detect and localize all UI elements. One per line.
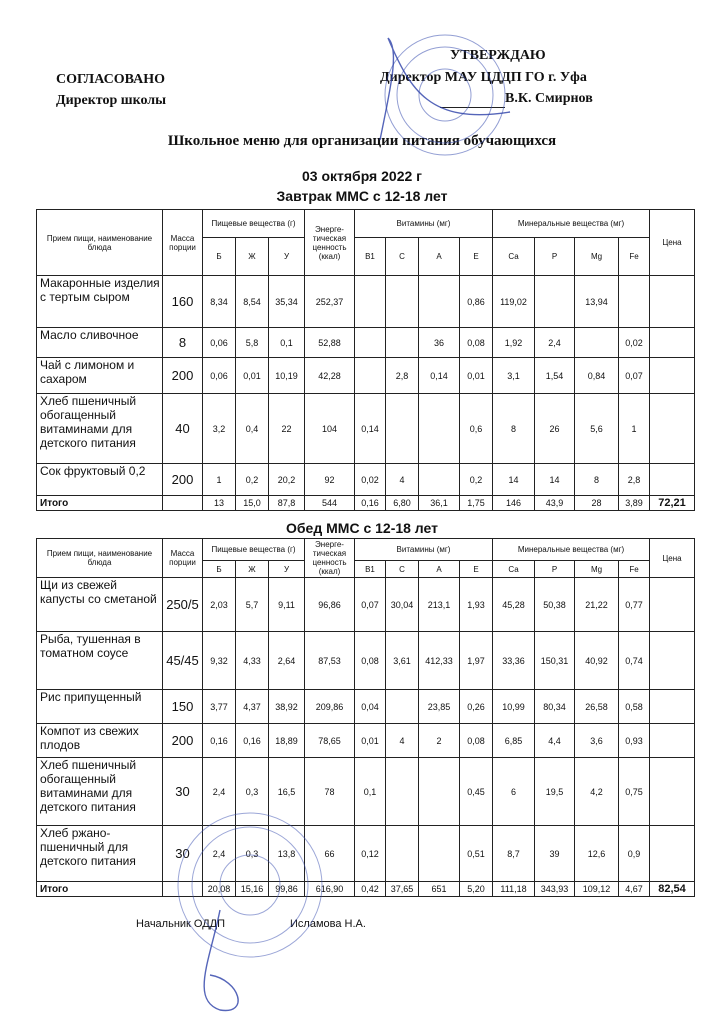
cell-energy: 209,86: [305, 690, 355, 724]
dish-name: Масло сливочное: [37, 328, 163, 358]
cell-c: [386, 758, 419, 826]
cell-u: 18,89: [269, 724, 305, 758]
table-row: [37, 690, 695, 724]
header-e: Е: [460, 561, 493, 578]
cell-b: 2,4: [203, 758, 236, 826]
approval-right-subtitle: Директор МАУ ЦДДП ГО г. Уфа: [380, 70, 587, 85]
table-row: [37, 464, 695, 496]
cell-fe: 0,75: [619, 758, 650, 826]
cell-fe: 2,8: [619, 464, 650, 496]
cell-a: [419, 758, 460, 826]
cell-e: 1,93: [460, 578, 493, 632]
cell-c: [386, 276, 419, 328]
breakfast-rows: [37, 276, 695, 511]
total-ca: 146: [493, 496, 535, 511]
total-c: 37,65: [386, 882, 419, 897]
cell-b1: 0,1: [355, 758, 386, 826]
cell-fe: 0,07: [619, 358, 650, 394]
table-row: [37, 328, 695, 358]
header-zh: Ж: [236, 238, 269, 276]
header-zh: Ж: [236, 561, 269, 578]
cell-p: [535, 276, 575, 328]
cell-zh: 4,33: [236, 632, 269, 690]
cell-u: 2,64: [269, 632, 305, 690]
cell-u: 10,19: [269, 358, 305, 394]
total-zh: 15,16: [236, 882, 269, 897]
header-minerals: Минеральные вещества (мг): [493, 210, 650, 238]
lunch-rows: [37, 578, 695, 897]
cell-price: [650, 632, 695, 690]
cell-zh: 0,2: [236, 464, 269, 496]
cell-u: 16,5: [269, 758, 305, 826]
header-dish: Прием пищи, наименование блюда: [37, 539, 163, 578]
table-row: [37, 394, 695, 464]
total-a: 651: [419, 882, 460, 897]
cell-mg: 3,6: [575, 724, 619, 758]
lunch-title: Обед ММС с 12-18 лет: [286, 520, 438, 536]
cell-p: 50,38: [535, 578, 575, 632]
approval-right-title: УТВЕРЖДАЮ: [450, 48, 546, 63]
header-mass: Масса порции: [163, 539, 203, 578]
total-mg: 28: [575, 496, 619, 511]
total-label: Итого: [37, 496, 163, 511]
approval-right-name: В.К. Смирнов: [505, 91, 593, 106]
cell-p: 4,4: [535, 724, 575, 758]
cell-b1: 0,01: [355, 724, 386, 758]
header-e: Е: [460, 238, 493, 276]
cell-energy: 87,53: [305, 632, 355, 690]
cell-p: 26: [535, 394, 575, 464]
portion-mass: 200: [163, 464, 203, 496]
cell-ca: 33,36: [493, 632, 535, 690]
cell-p: 150,31: [535, 632, 575, 690]
cell-ca: 45,28: [493, 578, 535, 632]
header-price: Цена: [650, 210, 695, 276]
cell-fe: [619, 276, 650, 328]
header-a: А: [419, 561, 460, 578]
header-p: Р: [535, 561, 575, 578]
total-c: 6,80: [386, 496, 419, 511]
cell-c: 2,8: [386, 358, 419, 394]
header-ca: Са: [493, 238, 535, 276]
cell-fe: 0,93: [619, 724, 650, 758]
header-mg: Mg: [575, 238, 619, 276]
cell-energy: 78: [305, 758, 355, 826]
header-mg: Mg: [575, 561, 619, 578]
cell-energy: 92: [305, 464, 355, 496]
total-b1: 0,42: [355, 882, 386, 897]
cell-b: 2,03: [203, 578, 236, 632]
header-p: Р: [535, 238, 575, 276]
portion-mass: 30: [163, 758, 203, 826]
header-energy: Энерге-тическая ценность (ккал): [305, 539, 355, 578]
header-b1: В1: [355, 238, 386, 276]
breakfast-table: [36, 209, 695, 511]
cell-b: 8,34: [203, 276, 236, 328]
table-row: [37, 632, 695, 690]
cell-price: [650, 328, 695, 358]
cell-mg: [575, 328, 619, 358]
cell-zh: 0,4: [236, 394, 269, 464]
cell-c: 4: [386, 724, 419, 758]
cell-zh: 0,3: [236, 826, 269, 882]
cell-price: [650, 690, 695, 724]
header-fe: Fe: [619, 561, 650, 578]
cell-p: 80,34: [535, 690, 575, 724]
portion-mass: 200: [163, 724, 203, 758]
cell-u: 38,92: [269, 690, 305, 724]
table-row: [37, 358, 695, 394]
cell-u: 13,8: [269, 826, 305, 882]
cell-fe: 0,02: [619, 328, 650, 358]
dish-name: Макаронные изделия с тертым сыром: [37, 276, 163, 328]
breakfast-title: Завтрак ММС с 12-18 лет: [276, 188, 448, 204]
cell-mg: 12,6: [575, 826, 619, 882]
portion-mass: 30: [163, 826, 203, 882]
cell-mg: 8: [575, 464, 619, 496]
portion-mass: 40: [163, 394, 203, 464]
table-row: [37, 826, 695, 882]
cell-a: 2: [419, 724, 460, 758]
cell-mg: 26,58: [575, 690, 619, 724]
cell-c: 30,04: [386, 578, 419, 632]
cell-a: 412,33: [419, 632, 460, 690]
cell-b: 1: [203, 464, 236, 496]
cell-p: 2,4: [535, 328, 575, 358]
cell-zh: 0,01: [236, 358, 269, 394]
cell-fe: 0,74: [619, 632, 650, 690]
dish-name: Щи из свежей капусты со сметаной: [37, 578, 163, 632]
total-ca: 111,18: [493, 882, 535, 897]
header-b: Б: [203, 238, 236, 276]
footer-name: Исламова Н.А.: [290, 918, 366, 930]
cell-b1: [355, 358, 386, 394]
cell-e: 0,08: [460, 328, 493, 358]
approval-left-title: СОГЛАСОВАНО: [56, 72, 165, 87]
cell-ca: 6: [493, 758, 535, 826]
total-p: 43,9: [535, 496, 575, 511]
cell-e: 0,2: [460, 464, 493, 496]
cell-price: [650, 724, 695, 758]
cell-a: [419, 394, 460, 464]
portion-mass: 8: [163, 328, 203, 358]
cell-b1: 0,08: [355, 632, 386, 690]
signature-line: [440, 107, 505, 108]
cell-zh: 5,8: [236, 328, 269, 358]
cell-p: 39: [535, 826, 575, 882]
total-label: Итого: [37, 882, 163, 897]
header-c: С: [386, 561, 419, 578]
total-b1: 0,16: [355, 496, 386, 511]
cell-b1: 0,02: [355, 464, 386, 496]
cell-u: 9,11: [269, 578, 305, 632]
cell-zh: 5,7: [236, 578, 269, 632]
cell-e: 1,97: [460, 632, 493, 690]
dish-name: Рыба, тушенная в томатном соусе: [37, 632, 163, 690]
total-e: 5,20: [460, 882, 493, 897]
header-b: Б: [203, 561, 236, 578]
cell-ca: 6,85: [493, 724, 535, 758]
header-nutrients: Пищевые вещества (г): [203, 210, 305, 238]
header-vitamins: Витамины (мг): [355, 210, 493, 238]
cell-c: [386, 394, 419, 464]
header-u: У: [269, 561, 305, 578]
cell-b: 9,32: [203, 632, 236, 690]
cell-energy: 42,28: [305, 358, 355, 394]
cell-b: 3,77: [203, 690, 236, 724]
dish-name: Компот из свежих плодов: [37, 724, 163, 758]
cell-price: [650, 394, 695, 464]
cell-u: 22: [269, 394, 305, 464]
total-fe: 4,67: [619, 882, 650, 897]
dish-name: Хлеб пшеничный обогащенный витаминами для детского питания: [37, 758, 163, 826]
cell-price: [650, 358, 695, 394]
cell-p: 14: [535, 464, 575, 496]
approval-left-subtitle: Директор школы: [56, 93, 167, 108]
total-b: 20,08: [203, 882, 236, 897]
cell-b: 0,16: [203, 724, 236, 758]
document-title: Школьное меню для организации питания обучающихся: [167, 133, 557, 149]
cell-fe: 0,77: [619, 578, 650, 632]
header-a: А: [419, 238, 460, 276]
portion-mass: 45/45: [163, 632, 203, 690]
cell-e: 0,01: [460, 358, 493, 394]
cell-e: 0,45: [460, 758, 493, 826]
cell-mg: 4,2: [575, 758, 619, 826]
cell-b1: 0,04: [355, 690, 386, 724]
cell-mg: 0,84: [575, 358, 619, 394]
total-b: 13: [203, 496, 236, 511]
cell-fe: 0,9: [619, 826, 650, 882]
total-energy: 616,90: [305, 882, 355, 897]
header-price: Цена: [650, 539, 695, 578]
header-minerals: Минеральные вещества (мг): [493, 539, 650, 561]
cell-c: [386, 690, 419, 724]
total-zh: 15,0: [236, 496, 269, 511]
cell-u: 0,1: [269, 328, 305, 358]
cell-a: [419, 464, 460, 496]
total-mass: [163, 496, 203, 511]
cell-ca: 8,7: [493, 826, 535, 882]
cell-price: [650, 578, 695, 632]
cell-b1: 0,14: [355, 394, 386, 464]
header-u: У: [269, 238, 305, 276]
total-mass: [163, 882, 203, 897]
header-mass: Масса порции: [163, 210, 203, 276]
dish-name: Рис припущенный: [37, 690, 163, 724]
portion-mass: 200: [163, 358, 203, 394]
total-mg: 109,12: [575, 882, 619, 897]
cell-energy: 66: [305, 826, 355, 882]
total-e: 1,75: [460, 496, 493, 511]
cell-e: 0,6: [460, 394, 493, 464]
dish-name: Хлеб пшеничный обогащенный витаминами для детского питания: [37, 394, 163, 464]
cell-c: 4: [386, 464, 419, 496]
cell-price: [650, 276, 695, 328]
cell-ca: 10,99: [493, 690, 535, 724]
cell-b: 0,06: [203, 328, 236, 358]
cell-p: 19,5: [535, 758, 575, 826]
cell-e: 0,86: [460, 276, 493, 328]
cell-energy: 78,65: [305, 724, 355, 758]
cell-u: 20,2: [269, 464, 305, 496]
cell-b: 3,2: [203, 394, 236, 464]
cell-e: 0,26: [460, 690, 493, 724]
table-row: [37, 276, 695, 328]
cell-energy: 104: [305, 394, 355, 464]
cell-a: 23,85: [419, 690, 460, 724]
dish-name: Сок фруктовый 0,2: [37, 464, 163, 496]
cell-energy: 52,88: [305, 328, 355, 358]
header-nutrients: Пищевые вещества (г): [203, 539, 305, 561]
table-row: [37, 758, 695, 826]
cell-price: [650, 826, 695, 882]
cell-b: 0,06: [203, 358, 236, 394]
cell-mg: 5,6: [575, 394, 619, 464]
total-u: 87,8: [269, 496, 305, 511]
portion-mass: 150: [163, 690, 203, 724]
header-c: С: [386, 238, 419, 276]
table-row: [37, 724, 695, 758]
header-ca: Са: [493, 561, 535, 578]
dish-name: Чай с лимоном и сахаром: [37, 358, 163, 394]
cell-e: 0,51: [460, 826, 493, 882]
header-fe: Fe: [619, 238, 650, 276]
total-p: 343,93: [535, 882, 575, 897]
cell-u: 35,34: [269, 276, 305, 328]
cell-b1: [355, 276, 386, 328]
cell-a: 36: [419, 328, 460, 358]
total-fe: 3,89: [619, 496, 650, 511]
cell-e: 0,08: [460, 724, 493, 758]
portion-mass: 250/5: [163, 578, 203, 632]
total-price: 82,54: [650, 882, 695, 897]
cell-c: [386, 328, 419, 358]
cell-a: [419, 826, 460, 882]
cell-ca: 1,92: [493, 328, 535, 358]
total-u: 99,86: [269, 882, 305, 897]
footer-position: Начальник ОДДП: [136, 918, 226, 930]
total-row: [37, 496, 695, 511]
portion-mass: 160: [163, 276, 203, 328]
cell-ca: 14: [493, 464, 535, 496]
header-vitamins: Витамины (мг): [355, 539, 493, 561]
cell-a: 213,1: [419, 578, 460, 632]
cell-c: 3,61: [386, 632, 419, 690]
total-price: 72,21: [650, 496, 695, 511]
cell-price: [650, 758, 695, 826]
cell-zh: 0,3: [236, 758, 269, 826]
cell-ca: 119,02: [493, 276, 535, 328]
total-energy: 544: [305, 496, 355, 511]
dish-name: Хлеб ржано-пшеничный для детского питания: [37, 826, 163, 882]
cell-b1: 0,12: [355, 826, 386, 882]
cell-fe: 1: [619, 394, 650, 464]
header-b1: В1: [355, 561, 386, 578]
cell-zh: 0,16: [236, 724, 269, 758]
total-a: 36,1: [419, 496, 460, 511]
table-row: [37, 578, 695, 632]
cell-energy: 96,86: [305, 578, 355, 632]
cell-b: 2,4: [203, 826, 236, 882]
cell-b1: 0,07: [355, 578, 386, 632]
cell-ca: 3,1: [493, 358, 535, 394]
lunch-table: [36, 538, 695, 897]
cell-zh: 8,54: [236, 276, 269, 328]
header-dish: Прием пищи, наименование блюда: [37, 210, 163, 276]
total-row: [37, 882, 695, 897]
cell-a: 0,14: [419, 358, 460, 394]
cell-fe: 0,58: [619, 690, 650, 724]
cell-energy: 252,37: [305, 276, 355, 328]
cell-ca: 8: [493, 394, 535, 464]
cell-zh: 4,37: [236, 690, 269, 724]
cell-mg: 13,94: [575, 276, 619, 328]
cell-a: [419, 276, 460, 328]
cell-price: [650, 464, 695, 496]
document-date: 03 октября 2022 г: [302, 168, 422, 184]
cell-c: [386, 826, 419, 882]
cell-b1: [355, 328, 386, 358]
cell-p: 1,54: [535, 358, 575, 394]
cell-mg: 40,92: [575, 632, 619, 690]
cell-mg: 21,22: [575, 578, 619, 632]
header-energy: Энерге-тическая ценность (ккал): [305, 210, 355, 276]
